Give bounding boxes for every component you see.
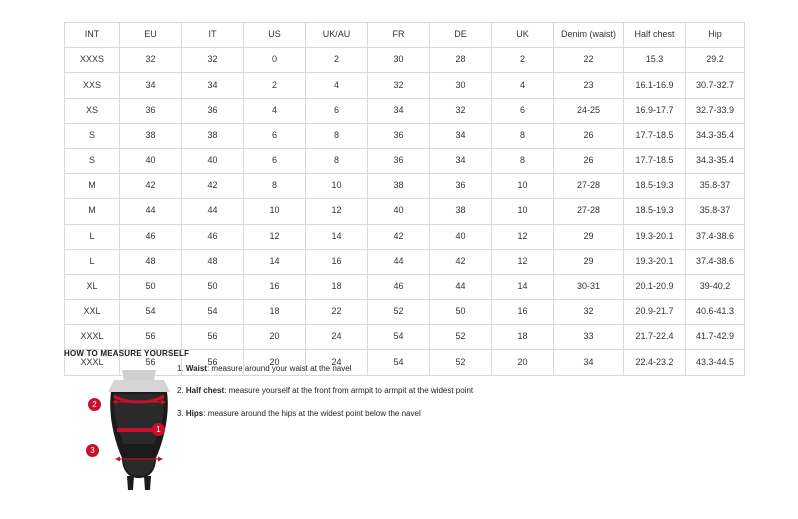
table-cell: 0 [244, 48, 306, 73]
table-cell: 33 [554, 325, 624, 350]
table-cell: 2 [244, 73, 306, 98]
table-cell: 6 [244, 123, 306, 148]
table-cell: 30 [368, 48, 430, 73]
table-cell: M [65, 174, 120, 199]
table-cell: 34 [368, 98, 430, 123]
table-cell: 17.7-18.5 [624, 148, 686, 173]
table-cell: 12 [492, 224, 554, 249]
measure-notes [177, 364, 597, 431]
table-cell: 34 [182, 73, 244, 98]
measure-note-term: Half chest [185, 386, 225, 396]
table-header-cell: Denim (waist) [554, 23, 624, 48]
table-cell: 35.8-37 [686, 199, 745, 224]
table-cell: 16.1-16.9 [624, 73, 686, 98]
table-header-cell: UK [492, 23, 554, 48]
table-cell: 42 [120, 174, 182, 199]
measure-note [177, 409, 597, 419]
table-cell: 35.8-37 [686, 174, 745, 199]
measure-note-number: 3. [177, 408, 184, 418]
table-cell: 8 [492, 123, 554, 148]
marker-3: 3 [86, 444, 99, 457]
table-header-cell: INT [65, 23, 120, 48]
table-cell: 20.9-21.7 [624, 300, 686, 325]
table-cell: 32 [368, 73, 430, 98]
table-cell: 18 [244, 300, 306, 325]
table-cell: 8 [306, 123, 368, 148]
table-cell: 20.1-20.9 [624, 274, 686, 299]
table-cell: 44 [368, 249, 430, 274]
table-cell: 22 [306, 300, 368, 325]
how-to-measure-title: HOW TO MEASURE YOURSELF [64, 349, 190, 358]
table-cell: 56 [120, 325, 182, 350]
table-cell: 18 [306, 274, 368, 299]
table-cell: XXXS [65, 48, 120, 73]
table-cell: 34 [430, 123, 492, 148]
table-cell: 24 [306, 325, 368, 350]
table-cell: 6 [244, 148, 306, 173]
table-cell: 32 [554, 300, 624, 325]
table-cell: 24 [306, 350, 368, 375]
table-cell: 43.3-44.5 [686, 350, 745, 375]
table-cell: 40 [368, 199, 430, 224]
table-header-cell: IT [182, 23, 244, 48]
table-cell: 54 [120, 300, 182, 325]
table-cell: 2 [492, 48, 554, 73]
table-cell: 56 [182, 325, 244, 350]
table-row [65, 224, 745, 249]
table-cell: 50 [120, 274, 182, 299]
table-row [65, 98, 745, 123]
table-cell: 12 [244, 224, 306, 249]
measure-note-text: : measure around the hips at the widest point below the navel [203, 408, 421, 418]
table-cell: 32 [182, 48, 244, 73]
table-cell: 34.3-35.4 [686, 123, 745, 148]
table-cell: 36 [430, 174, 492, 199]
measure-note-number: 1. [177, 364, 184, 373]
table-cell: 52 [368, 300, 430, 325]
table-cell: 36 [368, 148, 430, 173]
table-header-row [65, 23, 745, 48]
table-cell: 4 [306, 73, 368, 98]
measure-note-term: Hips [185, 408, 204, 418]
table-cell: L [65, 249, 120, 274]
table-header-cell: DE [430, 23, 492, 48]
table-cell: 38 [368, 174, 430, 199]
table-cell: 50 [430, 300, 492, 325]
measure-note-term: Waist [185, 364, 207, 373]
table-cell: 15.3 [624, 48, 686, 73]
table-cell: 10 [492, 174, 554, 199]
table-cell: 37.4-38.6 [686, 224, 745, 249]
table-row [65, 199, 745, 224]
table-cell: 40 [430, 224, 492, 249]
table-cell: 34.3-35.4 [686, 148, 745, 173]
table-row [65, 148, 745, 173]
table-cell: 38 [120, 123, 182, 148]
table-cell: 56 [120, 350, 182, 375]
table-cell: XL [65, 274, 120, 299]
table-cell: 52 [430, 325, 492, 350]
table-cell: XXXL [65, 325, 120, 350]
table-cell: 10 [244, 199, 306, 224]
table-cell: 32 [430, 98, 492, 123]
table-cell: 48 [120, 249, 182, 274]
table-cell: S [65, 148, 120, 173]
table-cell: 44 [120, 199, 182, 224]
table-cell: 24-25 [554, 98, 624, 123]
table-cell: 28 [430, 48, 492, 73]
table-cell: 44 [430, 274, 492, 299]
table-cell: 40 [120, 148, 182, 173]
table-cell: 8 [492, 148, 554, 173]
table-cell: 46 [368, 274, 430, 299]
table-cell: 54 [368, 350, 430, 375]
table-cell: 46 [182, 224, 244, 249]
table-header-cell: FR [368, 23, 430, 48]
table-cell: 8 [244, 174, 306, 199]
table-cell: 42 [368, 224, 430, 249]
table-cell: 34 [430, 148, 492, 173]
table-cell: 42 [182, 174, 244, 199]
size-chart-table [64, 22, 745, 376]
table-cell: 26 [554, 123, 624, 148]
table-cell: 44 [182, 199, 244, 224]
table-cell: 8 [306, 148, 368, 173]
table-row [65, 73, 745, 98]
table-row [65, 174, 745, 199]
table-row [65, 48, 745, 73]
table-cell: 19.3-20.1 [624, 224, 686, 249]
table-cell: 34 [554, 350, 624, 375]
table-header-cell: Half chest [624, 23, 686, 48]
table-cell: XXL [65, 300, 120, 325]
table-cell: XXS [65, 73, 120, 98]
table-cell: 14 [492, 274, 554, 299]
measure-note [177, 364, 597, 374]
table-cell: 10 [306, 174, 368, 199]
table-cell: 16.9-17.7 [624, 98, 686, 123]
table-cell: 38 [430, 199, 492, 224]
table-cell: 16 [492, 300, 554, 325]
table-cell: 50 [182, 274, 244, 299]
table-cell: 42 [430, 249, 492, 274]
table-cell: 14 [306, 224, 368, 249]
table-header-cell: UK/AU [306, 23, 368, 48]
table-row [65, 274, 745, 299]
table-cell: 4 [492, 73, 554, 98]
table-cell: 38 [182, 123, 244, 148]
table-cell: 52 [430, 350, 492, 375]
table-cell: 19.3-20.1 [624, 249, 686, 274]
table-row [65, 325, 745, 350]
table-cell: 12 [492, 249, 554, 274]
table-cell: 30.7-32.7 [686, 73, 745, 98]
table-cell: 39-40.2 [686, 274, 745, 299]
table-cell: 23 [554, 73, 624, 98]
table-cell: 30 [430, 73, 492, 98]
table-cell: 27-28 [554, 199, 624, 224]
table-cell: 54 [368, 325, 430, 350]
table-cell: 27-28 [554, 174, 624, 199]
table-cell: 29 [554, 224, 624, 249]
marker-1: 1 [152, 423, 165, 436]
table-cell: M [65, 199, 120, 224]
table-cell: 18 [492, 325, 554, 350]
table-cell: L [65, 224, 120, 249]
table-cell: 36 [182, 98, 244, 123]
table-cell: 29.2 [686, 48, 745, 73]
table-cell: 37.4-38.6 [686, 249, 745, 274]
table-header-cell: Hip [686, 23, 745, 48]
table-cell: 29 [554, 249, 624, 274]
table-cell: 16 [306, 249, 368, 274]
table-row [65, 300, 745, 325]
table-cell: 40 [182, 148, 244, 173]
table-cell: 12 [306, 199, 368, 224]
table-cell: 56 [182, 350, 244, 375]
table-cell: 36 [368, 123, 430, 148]
table-cell: 18.5-19.3 [624, 174, 686, 199]
table-cell: 48 [182, 249, 244, 274]
table-cell: 36 [120, 98, 182, 123]
table-header-cell: US [244, 23, 306, 48]
table-cell: 18.5-19.3 [624, 199, 686, 224]
table-row [65, 249, 745, 274]
table-cell: 34 [120, 73, 182, 98]
table-cell: S [65, 123, 120, 148]
table-cell: 26 [554, 148, 624, 173]
measure-note-text: : measure yourself at the front from armpit to armpit at the widest point [224, 386, 474, 396]
table-cell: 17.7-18.5 [624, 123, 686, 148]
table-cell: 16 [244, 274, 306, 299]
measure-note-number: 2. [177, 386, 184, 396]
measure-note-text: : measure around your waist at the navel [206, 364, 352, 373]
table-cell: 41.7-42.9 [686, 325, 745, 350]
table-cell: XS [65, 98, 120, 123]
table-cell: 21.7-22.4 [624, 325, 686, 350]
table-cell: 46 [120, 224, 182, 249]
table-cell: 22.4-23.2 [624, 350, 686, 375]
table-cell: 32 [120, 48, 182, 73]
table-row [65, 123, 745, 148]
table-cell: 20 [492, 350, 554, 375]
table-cell: 20 [244, 325, 306, 350]
table-cell: 30-31 [554, 274, 624, 299]
table-cell: 20 [244, 350, 306, 375]
measure-note [177, 386, 597, 396]
table-cell: 4 [244, 98, 306, 123]
table-cell: 2 [306, 48, 368, 73]
table-cell: 6 [306, 98, 368, 123]
table-cell: XXXL [65, 350, 120, 375]
table-cell: 10 [492, 199, 554, 224]
table-cell: 32.7-33.9 [686, 98, 745, 123]
table-cell: 54 [182, 300, 244, 325]
table-cell: 40.6-41.3 [686, 300, 745, 325]
table-cell: 14 [244, 249, 306, 274]
table-header-cell: EU [120, 23, 182, 48]
table-cell: 6 [492, 98, 554, 123]
table-cell: 22 [554, 48, 624, 73]
marker-2: 2 [88, 398, 101, 411]
